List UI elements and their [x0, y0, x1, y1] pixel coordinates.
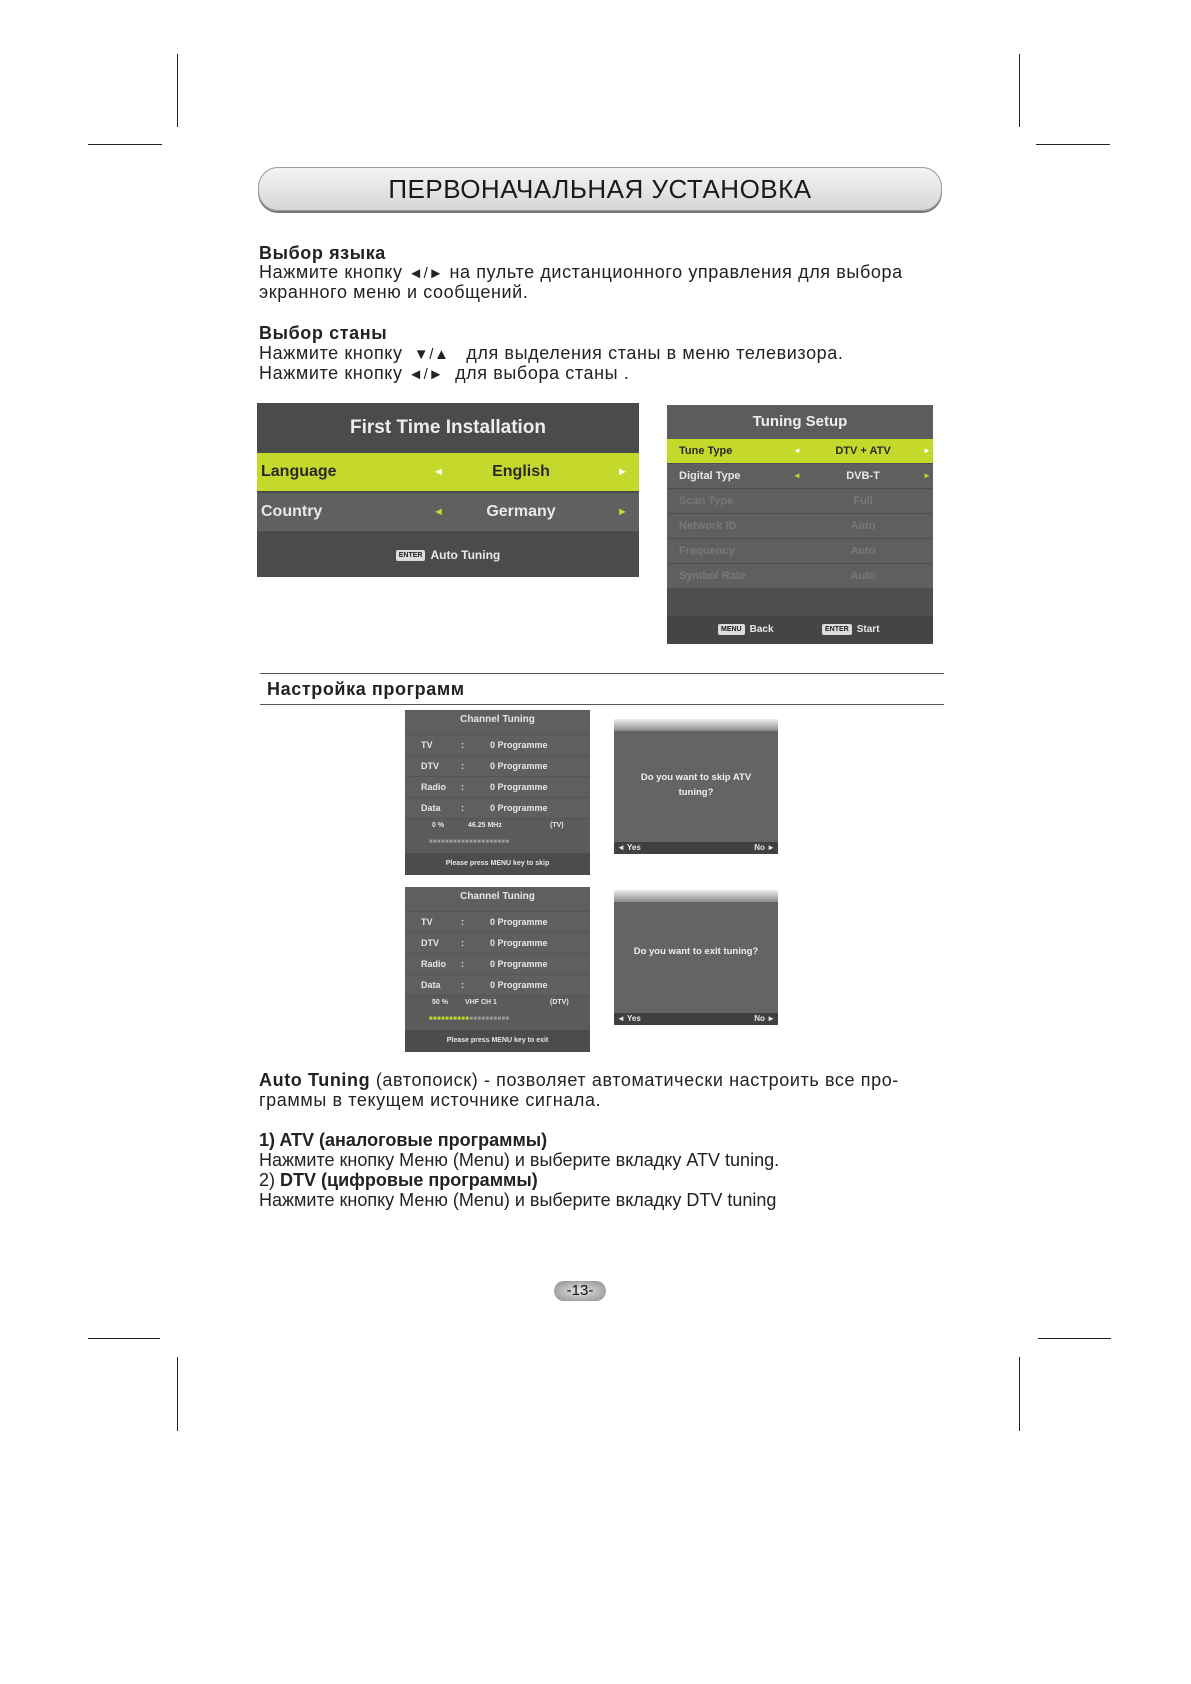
- crop-mark: [88, 1338, 160, 1339]
- table-row: Data : 0 Programme: [405, 975, 590, 995]
- ts-row-frequency: Frequency Auto: [667, 539, 933, 563]
- language-text-line1: Нажмите кнопку ◄/► на пульте дистанционного управления для выбора: [259, 262, 903, 282]
- progress-percent: 50 %: [432, 999, 448, 1006]
- dtv-heading-line: 2) DTV (цифровые программы): [259, 1170, 538, 1190]
- section-divider: [260, 704, 944, 705]
- arrow-left-icon[interactable]: ◄: [433, 466, 444, 478]
- fti-title: First Time Installation: [349, 417, 547, 438]
- country-text-line2: Нажмите кнопку ◄/► для выбора станы .: [259, 363, 630, 383]
- dialog-footer: [614, 1013, 778, 1025]
- first-time-installation-screen: [257, 403, 639, 577]
- table-row: Radio : 0 Programme: [405, 777, 590, 797]
- fti-value: English: [492, 463, 550, 480]
- progress-frequency: VHF CH 1: [465, 999, 497, 1006]
- table-row: DTV : 0 Programme: [405, 756, 590, 776]
- enter-key-icon: ENTER: [822, 624, 852, 635]
- arrow-right-icon[interactable]: ►: [923, 471, 931, 480]
- country-text-line1: Нажмите кнопку ▼/▲ для выделения станы в меню телевизора.: [259, 343, 844, 363]
- page-title-bar: [258, 167, 942, 211]
- crop-mark: [177, 54, 178, 127]
- dialog-message: Do you want to exit tuning?: [633, 946, 759, 957]
- crop-mark: [88, 144, 162, 145]
- arrow-right-icon[interactable]: ►: [617, 506, 628, 518]
- section-divider: [260, 673, 944, 674]
- channel-tuning-screen: [405, 710, 590, 871]
- ts-row-network-id: Network ID Auto: [667, 514, 933, 538]
- left-right-arrows-icon: ◄/►: [408, 366, 444, 383]
- no-button[interactable]: No ►: [754, 1014, 775, 1023]
- page-number: -13-: [554, 1281, 606, 1301]
- progress-mode: (DTV): [550, 999, 569, 1006]
- program-heading: Настройка программ: [267, 679, 465, 699]
- crop-mark: [1036, 144, 1110, 145]
- start-hint[interactable]: ENTER Start: [822, 616, 880, 644]
- atv-text: Нажмите кнопку Меню (Menu) и выберите вкладку ATV tuning.: [259, 1150, 780, 1170]
- skip-atv-dialog: [614, 719, 778, 854]
- ts-title: Tuning Setup: [667, 405, 933, 439]
- arrow-left-icon[interactable]: ◄: [793, 471, 801, 480]
- table-row: TV : 0 Programme: [405, 912, 590, 932]
- country-heading: Выбор станы: [259, 323, 388, 343]
- crop-mark: [1038, 1338, 1111, 1339]
- enter-key-icon: ENTER: [396, 550, 426, 561]
- crop-mark: [177, 1357, 178, 1431]
- crop-mark: [1019, 54, 1020, 127]
- auto-tuning-term: Auto Tuning: [259, 1070, 371, 1090]
- ts-row-digital-type[interactable]: Digital Type ◄ DVB-T ►: [667, 464, 933, 488]
- page-title: ПЕРВОНАЧАЛЬНАЯ УСТАНОВКА: [388, 174, 812, 204]
- crop-mark: [1019, 1357, 1020, 1431]
- progress-bar: ■■■■■■■■■■■■■■■■■■■■: [429, 839, 510, 845]
- ct-title: Channel Tuning: [405, 887, 590, 911]
- fti-label: Language: [261, 463, 337, 480]
- yes-button[interactable]: ◄ Yes: [617, 1014, 641, 1023]
- arrow-right-icon[interactable]: ►: [617, 466, 628, 478]
- tuning-progress: [405, 819, 590, 853]
- table-row: DTV : 0 Programme: [405, 933, 590, 953]
- ts-row-tune-type[interactable]: Tune Type ◄ DTV + ATV ►: [667, 439, 933, 463]
- ts-row-scan-type: Scan Type Full: [667, 489, 933, 513]
- channel-tuning-screen: [405, 887, 590, 1049]
- ts-row-symbol-rate: Symbol Rate Auto: [667, 564, 933, 588]
- progress-percent: 0 %: [432, 822, 445, 829]
- ts-footer: [667, 616, 933, 644]
- progress-bar: ■■■■■■■■■■■■■■■■■■■■: [429, 1016, 510, 1022]
- table-row: Radio : 0 Programme: [405, 954, 590, 974]
- left-right-arrows-icon: ◄/►: [408, 265, 444, 282]
- ct-title: Channel Tuning: [405, 710, 590, 734]
- progress-frequency: 46.25 MHz: [468, 822, 502, 829]
- tuning-setup-screen: [667, 405, 933, 644]
- yes-button[interactable]: ◄ Yes: [617, 843, 641, 852]
- exit-tuning-dialog: [614, 890, 778, 1025]
- dialog-footer: [614, 842, 778, 854]
- no-button[interactable]: No ►: [754, 843, 775, 852]
- fti-row-language[interactable]: [257, 453, 639, 491]
- fti-label: Country: [261, 503, 323, 520]
- arrow-left-icon[interactable]: ◄: [793, 446, 801, 455]
- fti-row-country[interactable]: [257, 493, 639, 531]
- arrow-left-icon[interactable]: ◄: [433, 506, 444, 518]
- dtv-text: Нажмите кнопку Меню (Menu) и выберите вкладку DTV tuning: [259, 1190, 777, 1210]
- auto-tuning-line2: граммы в текущем источнике сигнала.: [259, 1090, 602, 1110]
- fti-value: Germany: [486, 503, 556, 520]
- atv-heading: 1) ATV (аналоговые программы): [259, 1130, 548, 1150]
- ct-footer: Please press MENU key to skip: [405, 853, 590, 875]
- tuning-progress: [405, 996, 590, 1030]
- auto-tuning-line1: Auto Tuning (автопоиск) - позволяет автоматически настроить все про-: [259, 1070, 899, 1090]
- back-hint[interactable]: MENU Back: [718, 616, 774, 644]
- ct-footer: Please press MENU key to exit: [405, 1030, 590, 1052]
- fti-footer[interactable]: ENTER Auto Tuning: [257, 533, 639, 577]
- progress-mode: (TV): [550, 822, 564, 829]
- down-up-arrows-icon: ▼/▲: [413, 346, 450, 363]
- menu-key-icon: MENU: [718, 624, 745, 635]
- arrow-right-icon[interactable]: ►: [923, 446, 931, 455]
- language-text-line2: экранного меню и сообщений.: [259, 282, 529, 302]
- dtv-heading: DTV (цифровые программы): [280, 1170, 538, 1190]
- table-row: Data : 0 Programme: [405, 798, 590, 818]
- table-row: TV : 0 Programme: [405, 735, 590, 755]
- language-heading: Выбор языка: [259, 243, 386, 263]
- dialog-message: Do you want to skip ATV tuning?: [640, 772, 752, 798]
